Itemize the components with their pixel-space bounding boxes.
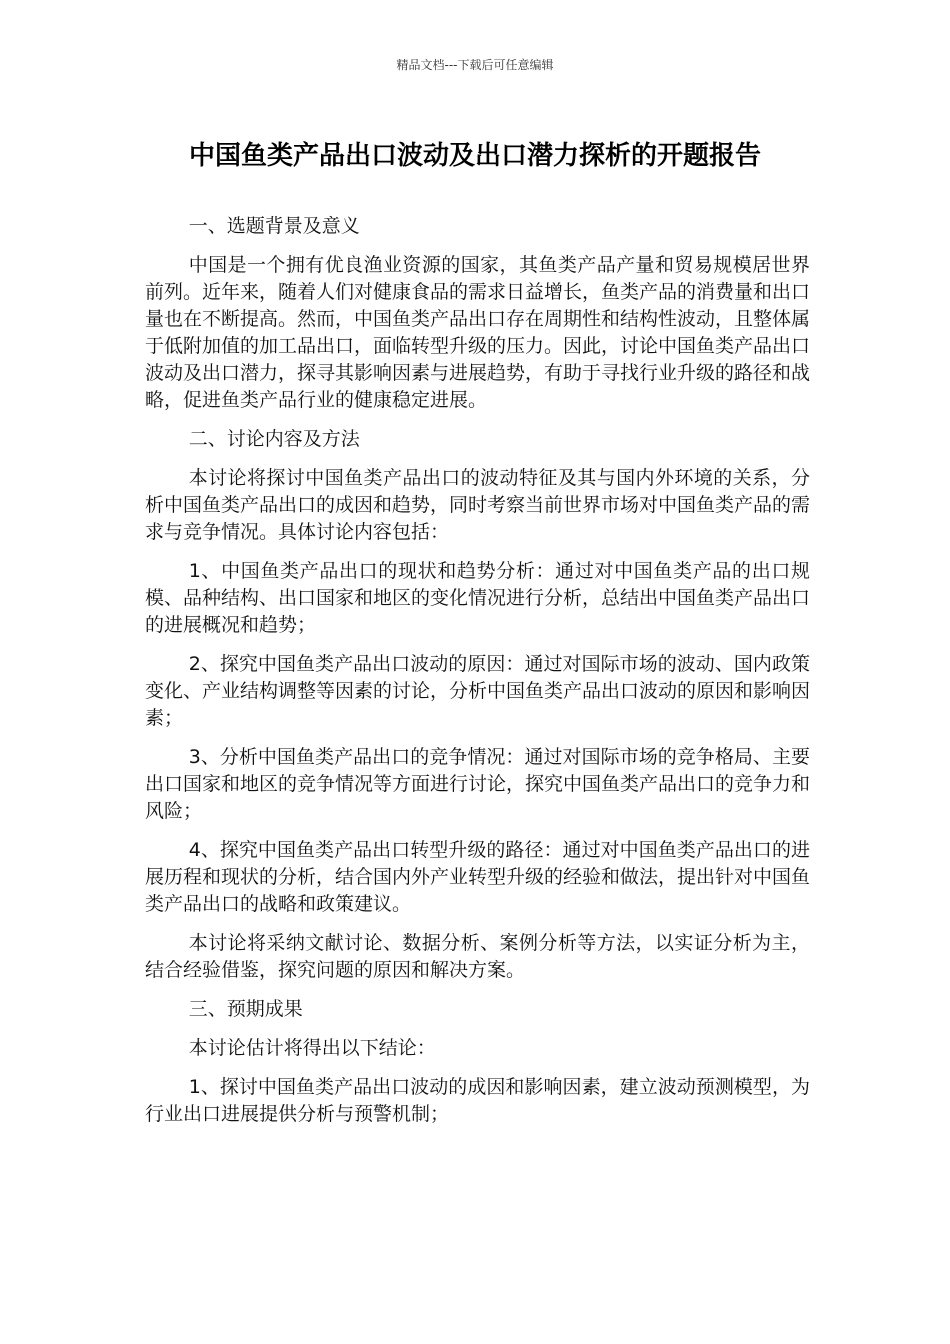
- section-heading-expected-results: 三、预期成果: [188, 998, 303, 1020]
- page-header-note: 精品文档---下载后可任意编辑: [396, 58, 554, 72]
- paragraph-background: 中国是一个拥有优良渔业资源的国家，其鱼类产品产量和贸易规模居世界前列。近年来，随着人们对健康食品的需求日益增长，鱼类产品的消费量和出口量也在不断提高。然而，中国鱼类产品出口存在周期性和结构性波动，且整体属于低附加值的加工品出口，面临转型升级的压力。因此，讨论中国鱼类产品出口波动及出口潜力，探寻其影响因素与进展趋势，有助于寻找行业升级的路径和战略，促进鱼类产品行业的健康稳定进展。: [145, 254, 811, 411]
- list-item-1: 1、中国鱼类产品出口的现状和趋势分析：通过对中国鱼类产品的出口规模、品种结构、出口国家和地区的变化情况进行分析，总结出中国鱼类产品出口的进展概况和趋势；: [145, 560, 811, 636]
- paragraph-methods: 本讨论将采纳文献讨论、数据分析、案例分析等方法，以实证分析为主，结合经验借鉴，探究问题的原因和解决方案。: [145, 932, 810, 981]
- list-item-3: 3、分析中国鱼类产品出口的竞争情况：通过对国际市场的竞争格局、主要出口国家和地区的竞争情况等方面进行讨论，探究中国鱼类产品出口的竞争力和风险；: [145, 746, 811, 822]
- paragraph-research-intro: 本讨论将探讨中国鱼类产品出口的波动特征及其与国内外环境的关系，分析中国鱼类产品出口的成因和趋势，同时考察当前世界市场对中国鱼类产品的需求与竞争情况。具体讨论内容包括：: [145, 467, 811, 543]
- paragraph-conclusions-intro: 本讨论估计将得出以下结论：: [188, 1037, 436, 1059]
- section-heading-content-method: 二、讨论内容及方法: [188, 428, 360, 450]
- section-heading-background: 一、选题背景及意义: [188, 215, 360, 237]
- document-body: [145, 213, 810, 1140]
- document-title: 中国鱼类产品出口波动及出口潜力探析的开题报告: [188, 141, 761, 171]
- result-item-1: 1、探讨中国鱼类产品出口波动的成因和影响因素，建立波动预测模型，为行业出口进展提供分析与预警机制；: [145, 1076, 810, 1125]
- list-item-2: 2、探究中国鱼类产品出口波动的原因：通过对国际市场的波动、国内政策变化、产业结构调整等因素的讨论，分析中国鱼类产品出口波动的原因和影响因素；: [145, 653, 811, 729]
- list-item-4: 4、探究中国鱼类产品出口转型升级的路径：通过对中国鱼类产品出口的进展历程和现状的分析，结合国内外产业转型升级的经验和做法，提出针对中国鱼类产品出口的战略和政策建议。: [145, 839, 811, 915]
